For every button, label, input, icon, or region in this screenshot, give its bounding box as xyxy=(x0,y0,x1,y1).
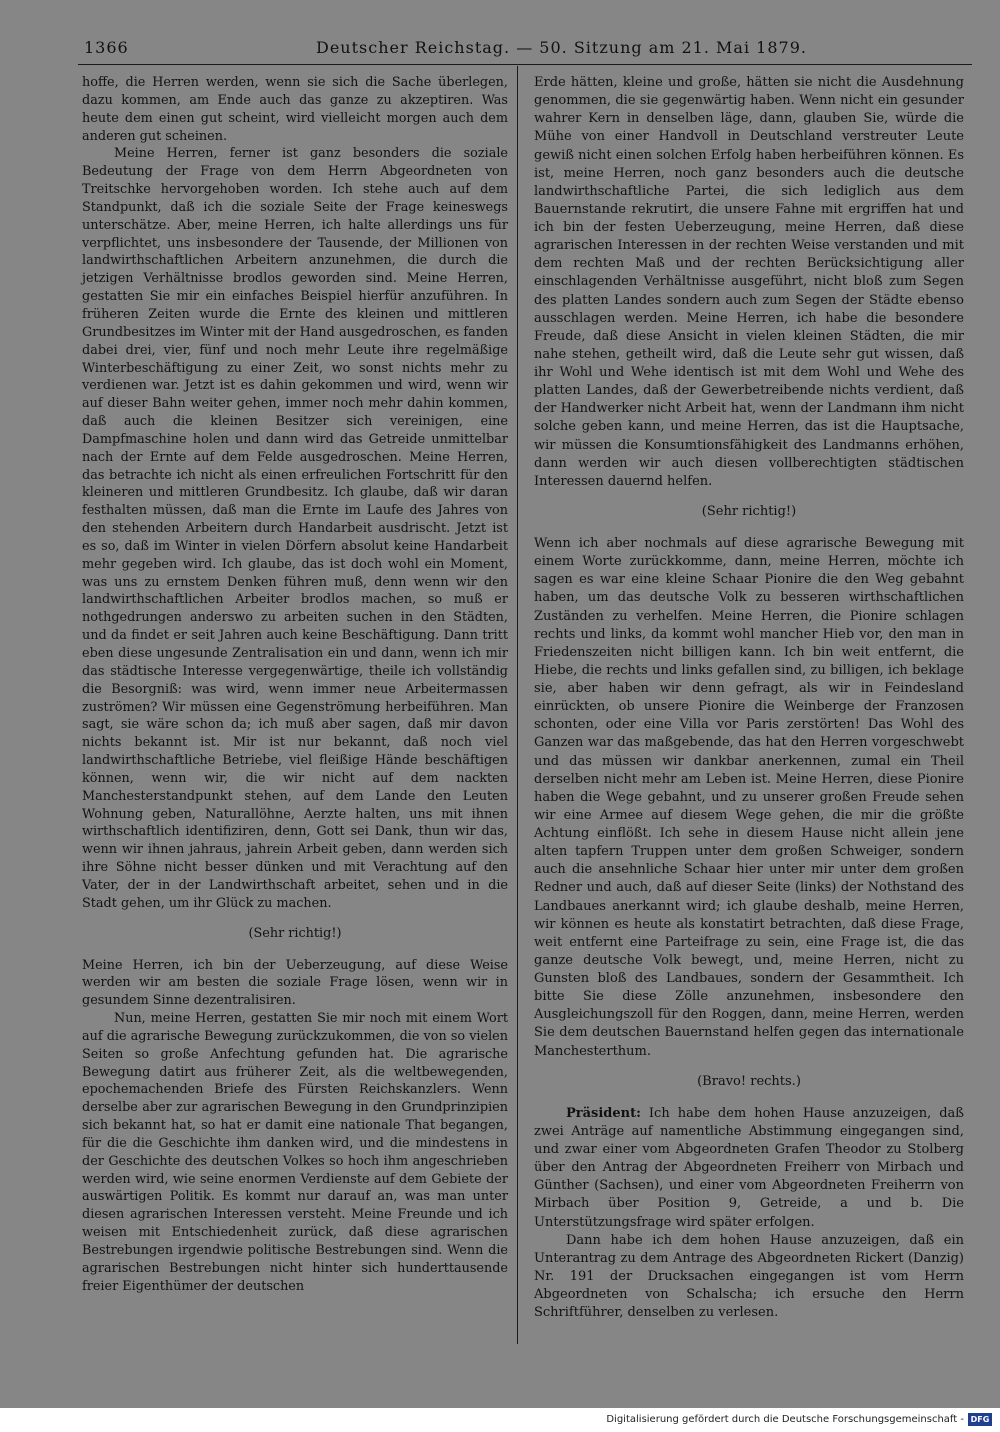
interjection: (Sehr richtig!) xyxy=(248,925,342,941)
footer xyxy=(0,1408,1000,1432)
right-column xyxy=(534,74,964,1322)
left-column xyxy=(82,74,508,1296)
paragraph: Wenn ich aber nochmals auf diese agrarische Bewegung mit einem Worte zurückkomme, dann, meine Herren, möchte ich sagen es war eine kleine Schaar Pionire die den Weg gebahnt haben, um das deutsche Volk zu besseren wirthschaftlichen Zuständen zu verhelfen. Meine Herren, die Pionire schlagen rechts und links, da kommt wohl mancher Hieb vor, den man in Friedenszeiten nicht billigen kann. Ich bin weit entfernt, die Hiebe, die rechts und links gefallen sind, zu billigen, ich beklage sie, aber haben wir denn gefragt, als wir in Feindesland einrückten, ob unsere Pionire die Weinberge der Franzosen schonten, oder eine Villa vor Paris zerstörten! Das Wohl des Ganzen war das maßgebende, das hat den Herren vorgeschwebt und das müssen wir dankbar anerkennen, zumal ein Theil derselben nicht mehr am Leben ist. Meine Herren, diese Pionire haben die Wege gebahnt, und zu unserer großen Freude sehen wir eine Armee auf diesem Wege gehen, die mir die größte Achtung einflößt. Ich sehe in diesem Hause nicht allein jene alten tapfern Truppen unter dem großen Schweiger, sondern auch die ansehnliche Schaar hier unter mir unter dem großen Redner und auch, daß auf dieser Seite (links) der Nothstand des Landbaues anerkannt wird; ich glaube deshalb, meine Herren, wir können es heute als konstatirt betrachten, daß diese Frage, weit entfernt eine Parteifrage zu sein, eine Frage ist, die das ganze deutsche Volk bewegt, und, meine Herren, nicht zu Gunsten bloß des Landbaues, sondern der Gesammtheit. Ich bitte Sie diese Zölle anzunehmen, insbesondere den Ausgleichungszoll für den Roggen, dann, meine Herren, werden Sie dem deutschen Bauernstand helfen gegen das internationale Manchesterthum. xyxy=(534,536,964,1059)
speaker-text: Ich habe dem hohen Hause anzuzeigen, daß zwei Anträge auf namentliche Abstimmung eingegangen sind, und zwar einer vom Abgeordneten Grafen Theodor zu Stolberg über den Antrag der Abgeordneten Freiherr von Mirbach und Günther (Sachsen), und einer vom Abgeordneten Freiherrn von Mirbach über Position 9, Getreide, a und b. Die Unterstützungsfrage wird später erfolgen. xyxy=(534,1105,964,1230)
page-header xyxy=(84,38,807,66)
paragraph: Nun, meine Herren, gestatten Sie mir noch mit einem Wort auf die agrarische Bewegung zurückzukommen, die von so vielen Seiten so große Anfechtung gefunden hat. Die agrarische Bewegung datirt aus früherer Zeit, als die weltbewegenden, epochemachenden Briefe des Fürsten Reichskanzlers. Wenn derselbe aber zur agrarischen Bewegung in den Grundprinzipien sich bekannt hat, so hat er damit eine nationale That begangen, für die die Geschichte ihm danken wird, und die mindestens in der Geschichte des deutschen Volkes so hoch ihm angeschrieben werden wird, wie seine enormen Verdienste auf dem Gebiete der auswärtigen Politik. Es kommt nur darauf an, was man unter diesen agrarischen Interessen versteht. Meine Freunde und ich weisen mit Entschiedenheit zurück, daß diese agrarischen Bestrebungen irgendwie politische Bestrebungen sind. Wenn die agrarischen Bestrebungen nicht hinter sich hunderttausende freier Eigenthümer der deutschen xyxy=(82,1011,508,1294)
paragraph: Dann habe ich dem hohen Hause anzuzeigen, daß ein Unterantrag zu dem Antrage des Abgeordneten Rickert (Danzig) Nr. 191 der Drucksachen eingegangen ist vom Herrn Abgeordneten von Schalscha; ich ersuche den Herrn Schriftführer, denselben zu verlesen. xyxy=(534,1232,964,1321)
interjection: (Sehr richtig!) xyxy=(701,503,797,519)
paragraph: Meine Herren, ich bin der Ueberzeugung, auf diese Weise werden wir am besten die soziale Frage lösen, wenn wir in gesundem Sinne dezentralisiren. xyxy=(82,957,508,1009)
page-number: 1366 xyxy=(84,38,129,57)
paragraph: hoffe, die Herren werden, wenn sie sich die Sache überlegen, dazu kommen, am Ende auch das ganze zu akzeptiren. Was heute dem einen gut scheint, wird vielleicht morgen auch dem anderen gut scheinen. xyxy=(82,75,508,144)
column-divider xyxy=(517,66,518,1344)
paragraph: Erde hätten, kleine und große, hätten sie nicht die Ausdehnung genommen, die sie gegenwärtig haben. Wenn nicht ein gesunder wahrer Kern in denselben läge, dann, glauben Sie, würde die Mühe von einer Handvoll in Deutschland verstreuter Leute gewiß nicht einen solchen Erfolg haben herbeiführen können. Es ist, meine Herren, noch ganz besonders auch die deutsche landwirthschaftliche Partei, die sich lediglich aus dem Bauernstande rekrutirt, die unsere Fahne mit ergriffen hat und ich bin der festen Ueberzeugung, meine Herren, daß diese agrarischen Interessen in der rechten Weise verstanden und mit dem rechten Maß und der rechten Berücksichtigung aller einschlagenden Verhältnisse ausgeführt, nicht bloß zum Segen des platten Landes sondern auch zum Segen der Städte ebenso ausschlagen werden. Meine Herren, ich habe die besondere Freude, daß diese Ansicht in vielen kleinen Städten, die mir nahe stehen, getheilt wird, daß die Leute sehr gut wissen, daß ihr Wohl und Wehe identisch ist mit dem Wohl und Wehe des platten Landes, daß der Gewerbetreibende nichts verdient, daß der Handwerker nicht Arbeit hat, wenn der Landmann ihm nicht solche geben kann, und meine Herren, das ist die Hauptsache, wir müssen die Konsumtionsfähigkeit des Landmanns erhöhen, dann werden wir auch diesen vollberechtigten städtischen Interessen dauernd helfen. xyxy=(534,75,964,489)
paragraph: Meine Herren, ferner ist ganz besonders die soziale Bedeutung der Frage von dem Herrn Abgeordneten von Treitschke hervorgehoben worden. Ich stehe auch auf dem Standpunkt, daß ich die soziale Seite der Frage keineswegs unterschätze. Aber, meine Herren, ich halte allerdings uns für verpflichtet, uns insbesondere der Tausende, der Millionen von landwirthschaftlichen Arbeitern anzunehmen, die durch die jetzigen Verhältnisse brodlos geworden sind. Meine Herren, gestatten Sie mir ein einfaches Beispiel hierfür anzuführen. In früheren Zeiten wurde die Ernte des kleinen und mittleren Grundbesitzes im Winter mit der Hand ausgedroschen, es fanden dabei drei, vier, fünf und noch mehr Leute ihre regelmäßige Winterbeschäftigung zu einer Zeit, wo sonst nichts mehr zu verdienen war. Jetzt ist es dahin gekommen und wird, wenn wir auf dieser Bahn weiter gehen, immer noch mehr dahin kommen, daß auch die kleinen Besitzer sich vereinigen, eine Dampfmaschine holen und dann wird das Getreide unmittelbar nach der Ernte auf dem Felde ausgedroschen. Meine Herren, das betrachte ich nicht als einen erfreulichen Fortschritt für den kleineren und mittleren Grundbesitz. Ich glaube, daß wir daran festhalten müssen, daß man die Ernte im Laufe des Jahres von den stehenden Arbeitern durch Handarbeit ausdrischt. Jetzt ist es so, daß im Winter in vielen Dörfern absolut keine Handarbeit mehr gegeben wird. Ich glaube, das ist doch wohl ein Moment, was uns zu ernstem Denken führen muß, denn wenn wir den landwirthschaftlichen Arbeiter brodlos machen, so muß er nothgedrungen anderswo zu arbeiten suchen in den Städten, und da findet er seit Jahren auch keine Beschäftigung. Dann tritt eben diese ungesunde Zentralisation ein und dann, wenn ich mir das städtische Interesse vergegenwärtige, theile ich vollständig die Besorgniß: was wird, wenn immer neue Arbeitermassen zuströmen? Wir müssen eine Gegenströmung herbeiführen. Man sagt, sie wäre schon da; ich muß aber sagen, daß mir davon nichts bekannt ist. Mir ist nur bekannt, daß noch viel landwirthschaftliche Betriebe, viel fleißige Hände beschäftigen können, wenn wir, die wir nicht auf dem nackten Manchesterstandpunkt stehen, auf dem Lande den Leuten Wohnung geben, Naturallöhne, Aerzte halten, uns mit ihnen wirthschaftlich identifiziren, denn, Gott sei Dank, thun wir das, wenn wir ihnen jahraus, jahrein Arbeit geben, dann werden sich ihre Söhne nicht besser dünken und mit Verachtung auf den Vater, der in der Landwirthschaft arbeitet, sehen und in die Stadt gehen, um ihr Glück zu machen. xyxy=(82,146,508,911)
interjection: (Bravo! rechts.) xyxy=(697,1073,801,1089)
running-title: Deutscher Reichstag. — 50. Sitzung am 21. Mai 1879. xyxy=(316,38,807,57)
speaker-name: Präsident: xyxy=(566,1105,641,1121)
header-rule xyxy=(78,64,972,65)
speaker-paragraph xyxy=(534,1105,964,1232)
funding-note: Digitalisierung gefördert durch die Deutsche Forschungsgemeinschaft - xyxy=(606,1414,964,1425)
dfg-logo-icon: DFG xyxy=(968,1413,992,1426)
